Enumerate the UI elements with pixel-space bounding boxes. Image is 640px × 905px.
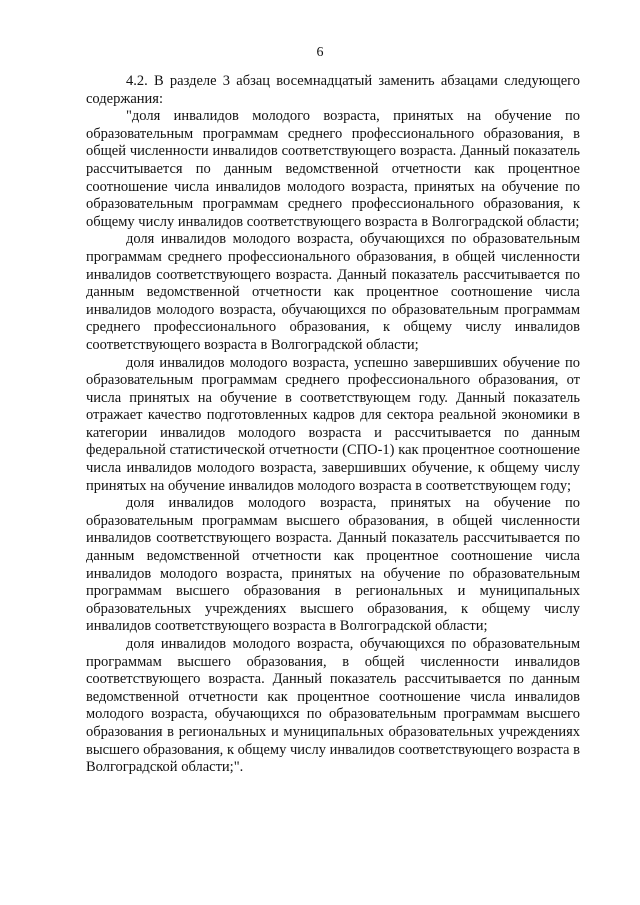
page-number: 6	[316, 45, 324, 60]
amendment-intro: 4.2. В разделе 3 абзац восемнадцатый заменить абзацами следующего содержания:	[86, 73, 580, 107]
paragraph-spo-studying: доля инвалидов молодого возраста, обучающихся по образовательным программам среднего профессионального образования, в общей численности инвалидов соответствующего возраста. Данный показатель рассчитывается по данным ведомственной отчетности как процентное соотношение числа инвалидов молодого возраста, обучающихся по образовательным программам среднего профессионального образования, к общему числу инвалидов соответствующего возраста в Волгоградской области;	[86, 231, 580, 353]
paragraph-spo-graduated: доля инвалидов молодого возраста, успешно завершивших обучение по образовательным программам среднего профессионального образования, от числа принятых на обучение в соответствующем году. Данный показатель отражает качество подготовленных кадров для сектора реальной экономики в категории инвалидов молодого возраста и рассчитывается по данным федеральной статистической отчетности (СПО-1) как процентное соотношение числа инвалидов молодого возраста, завершивших обучение, к общему числу принятых на обучение инвалидов молодого возраста в соответствующем году;	[86, 354, 580, 494]
paragraph-higher-admitted: доля инвалидов молодого возраста, принятых на обучение по образовательным программам высшего образования, в общей численности инвалидов соответствующего возраста. Данный показатель рассчитывается по данным ведомственной отчетности как процентное соотношение числа инвалидов молодого возраста, принятых на обучение по образовательным программам высшего образования в региональных и муниципальных образовательных учреждениях высшего образования, к общему числу инвалидов соответствующего возраста в Волгоградской области;	[86, 495, 580, 635]
document-body	[86, 73, 580, 777]
paragraph-spo-admitted: "доля инвалидов молодого возраста, принятых на обучение по образовательным программам среднего профессионального образования, в общей численности инвалидов соответствующего возраста. Данный показатель рассчитывается по данным ведомственной отчетности как процентное соотношение числа инвалидов молодого возраста, принятых на обучение по образовательным программам среднего профессионального образования, к общему числу инвалидов соответствующего возраста в Волгоградской области;	[86, 108, 580, 230]
paragraph-higher-studying: доля инвалидов молодого возраста, обучающихся по образовательным программам высшего образования, в общей численности инвалидов соответствующего возраста. Данный показатель рассчитывается по данным ведомственной отчетности как процентное соотношение числа инвалидов молодого возраста, обучающихся по образовательным программам высшего образования в региональных и муниципальных образовательных учреждениях высшего образования, к общему числу инвалидов соответствующего возраста в Волгоградской области;".	[86, 636, 580, 776]
